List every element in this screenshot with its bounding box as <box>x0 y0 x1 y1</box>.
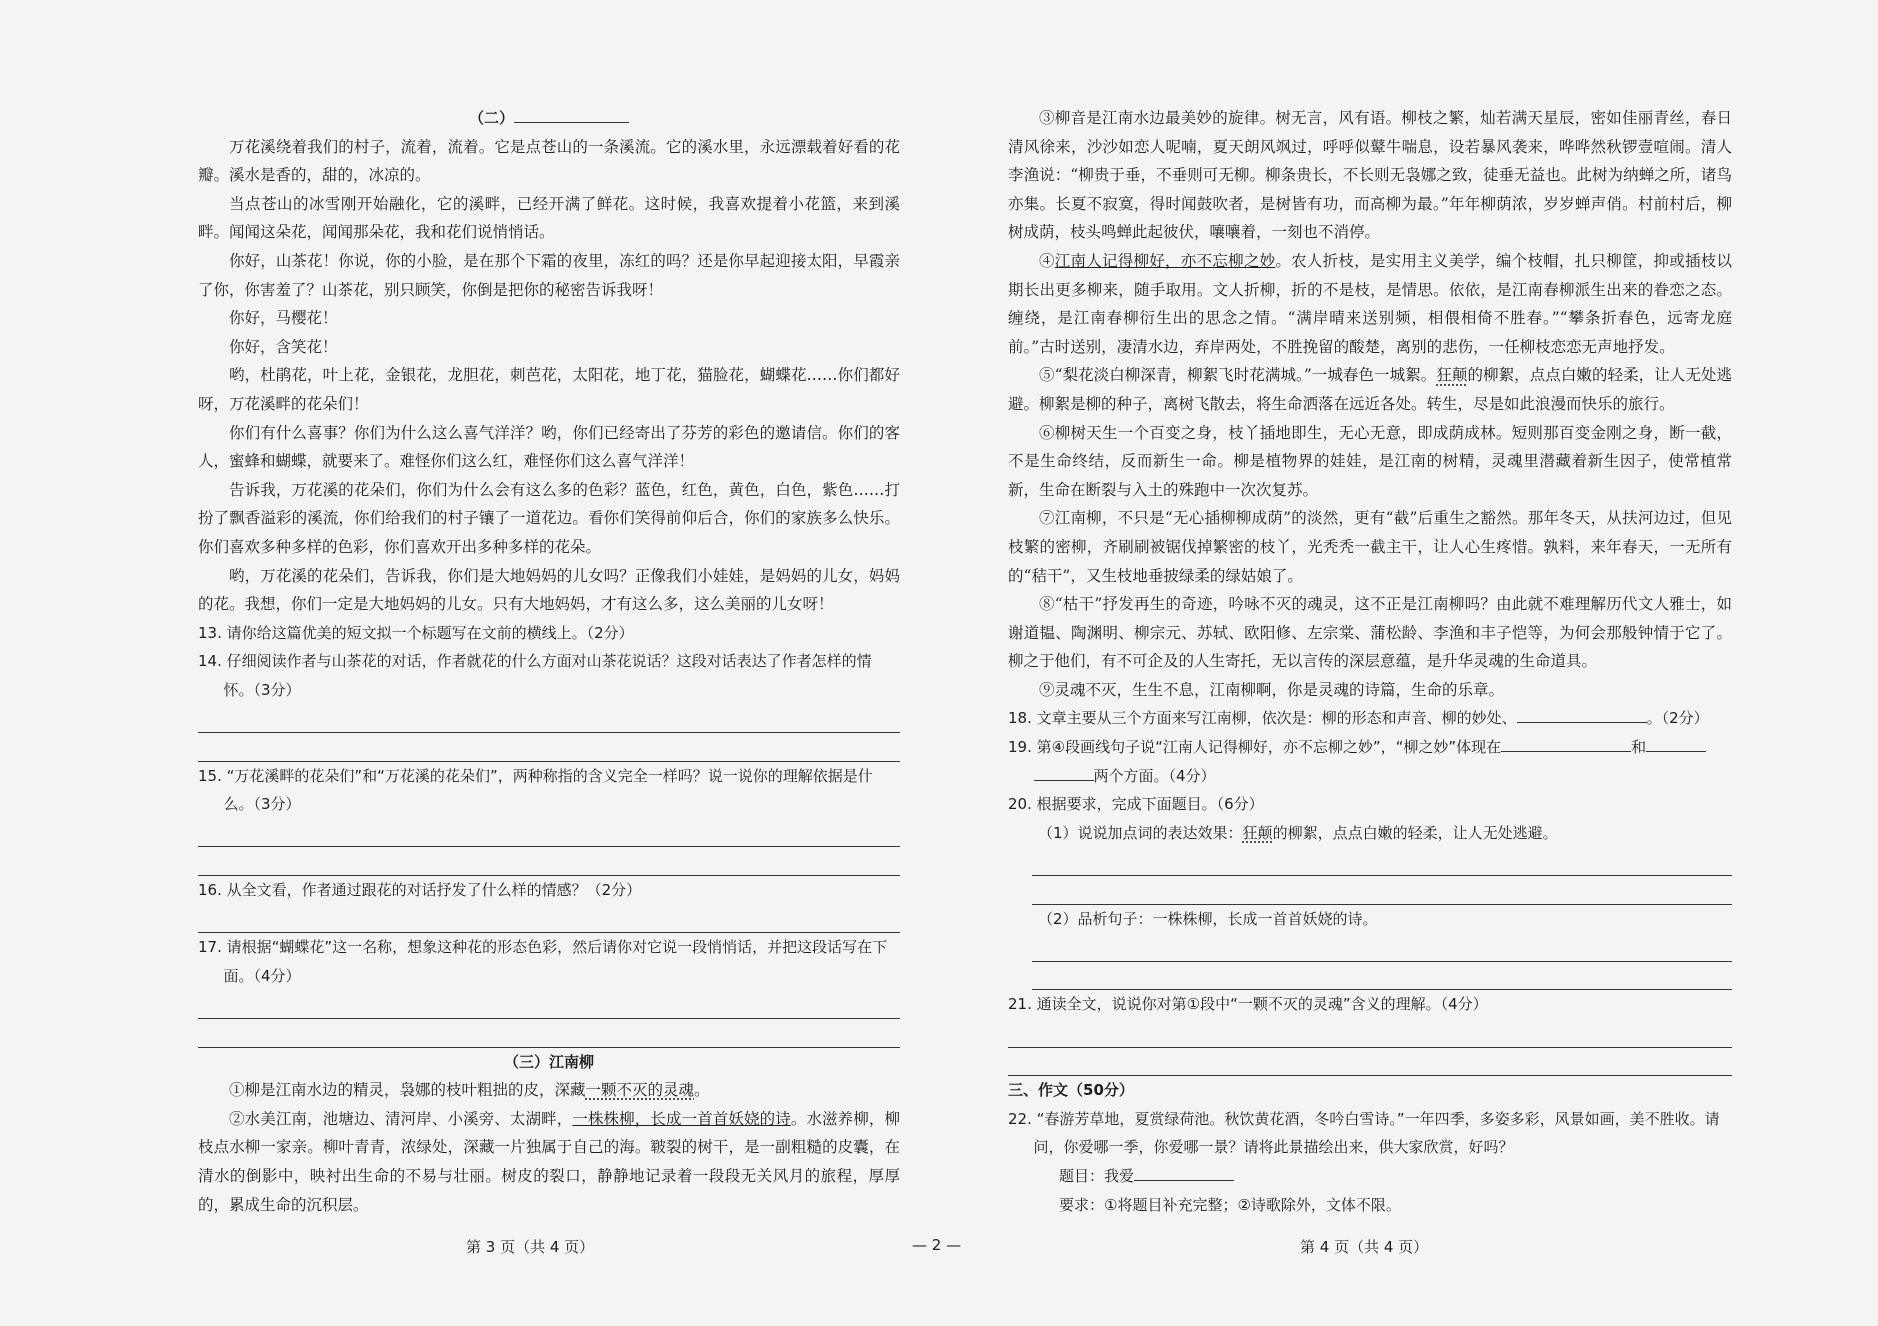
question-text: （1）说说加点词的表达效果： <box>1038 823 1243 842</box>
question-20-1 <box>1008 819 1732 848</box>
question-17: 17. 请根据“蝴蝶花”这一名称，想象这种花的形态色彩，然后请你对它说一段悄悄话，并把这段话写在下面。（4分） <box>198 938 888 985</box>
answer-line[interactable] <box>198 1019 900 1048</box>
left-page-number: 第 3 页（共 4 页） <box>466 1238 595 1256</box>
text-run: ①柳是江南水边的精灵，袅娜的枝叶粗拙的皮，深藏 <box>229 1081 586 1100</box>
passage-paragraph: ⑥柳树天生一个百变之身，枝丫插地即生，无心无意，即成荫成林。短则那百变金刚之身，断一截，不是生命终结，反而新生一命。柳是植物界的娃娃，是江南的树精，灵魂里潜藏着新生因子，使常植常新，生命在断裂与入土的殊跑中一次次复苏。 <box>1008 423 1732 499</box>
answer-line[interactable] <box>198 819 900 848</box>
passage-paragraph: 当点苍山的冰雪刚开始融化，它的溪畔，已经开满了鲜花。这时候，我喜欢提着小花篮，来到溪畔。闻闻这朵花，闻闻那朵花，我和花们说悄悄话。 <box>198 194 900 242</box>
dotted-word: 狂颠 <box>1242 823 1273 842</box>
question-16: 16. 从全文看，作者通过跟花的对话抒发了什么样的情感？（2分） <box>198 881 642 900</box>
passage-paragraph: 你好，山茶花！你说，你的小脸，是在那个下霜的夜里，冻红的吗？还是你早起迎接太阳，早霞亲了你，你害羞了？山茶花，别只顾笑，你倒是把你的秘密告诉我呀！ <box>198 251 900 299</box>
fill-blank[interactable] <box>1517 705 1647 723</box>
passage-paragraph: 哟，万花溪的花朵们，告诉我，你们是大地妈妈的儿女吗？正像我们小娃娃，是妈妈的儿女，妈妈的花。我想，你们一定是大地妈妈的儿女。只有大地妈妈，才有这么多，这么美丽的儿女呀！ <box>198 566 900 614</box>
text-run: 。水滋养柳，柳枝点水柳一家亲。柳叶青青，浓绿处，深藏一片独属于自己的海。皲裂的树干，是一副粗糙的皮囊，在清水的倒影中，映衬出生命的不易与壮丽。树皮的裂口，静静地记录着一段段无关风月的旅程，厚厚的，累成生命的沉积层。 <box>198 1109 900 1214</box>
answer-line[interactable] <box>198 733 900 762</box>
question-text: 18. 文章主要从三个方面来写江南柳，依次是：柳的形态和声音、柳的妙处、 <box>1008 709 1517 728</box>
text-run: ⑤“梨花淡白柳深青，柳絮飞时花满城。”一城春色一城絮。 <box>1039 366 1437 385</box>
section-2-title: （二） <box>468 109 514 127</box>
text-run: 。农人折枝，是实用主义美学，编个枝帽，扎只柳筐，抑或插枝以期长出更多柳来，随手取用。文人折柳，折的不是枝，是情思。依依，是江南春柳派生出来的眷恋之态。缠绕，是江南春柳衍生出的思念之情。“满岸晴来送别频，相偎相倚不胜春。”“攀条折春色，远寄龙庭前。”古时送别，凄清水边，弃岸两处，不胜挽留的酸楚，离别的悲伤，一任柳枝恋恋无声地抒发。 <box>1008 251 1732 356</box>
answer-line[interactable] <box>198 704 900 733</box>
answer-line[interactable] <box>1032 847 1732 876</box>
answer-line[interactable] <box>1008 1019 1732 1048</box>
passage-paragraph: 你们有什么喜事？你们为什么这么喜气洋洋？哟，你们已经寄出了芬芳的彩色的邀请信。你们的客人，蜜蜂和蝴蝶，就要来了。难怪你们这么红，难怪你们这么喜气洋洋！ <box>198 423 900 471</box>
fill-blank[interactable] <box>1034 763 1094 781</box>
essay-topic <box>1008 1162 1732 1191</box>
underlined-sentence: 一株株柳，长成一首首妖娆的诗 <box>572 1109 791 1128</box>
text-run: 。 <box>694 1081 710 1100</box>
passage-paragraph <box>1008 247 1732 361</box>
essay-section-title: 三、作文（50分） <box>1008 1081 1134 1100</box>
passage-paragraph: 告诉我，万花溪的花朵们，你们为什么会有这么多的色彩？蓝色，红色，黄色，白色，紫色……打扮了飘香溢彩的溪流，你们给我们的村子镶了一道花边。看你们笑得前仰后合，你们的家族多么快乐。你们喜欢多种多样的色彩，你们喜欢开出多种多样的花朵。 <box>198 480 900 556</box>
question-20: 20. 根据要求，完成下面题目。（6分） <box>1008 795 1264 814</box>
dotted-word: 狂颠 <box>1436 366 1468 385</box>
text-run: ②水美江南，池塘边、清河岸、小溪旁、太湖畔， <box>229 1109 573 1128</box>
answer-line[interactable] <box>1032 933 1732 962</box>
essay-requirement: 要求：①将题目补充完整；②诗歌除外，文体不限。 <box>1059 1195 1401 1214</box>
question-15: 15. “万花溪畔的花朵们”和“万花溪的花朵们”，两种称指的含义完全一样吗？说一说你的理解依据是什么。（3分） <box>198 766 873 814</box>
answer-line[interactable] <box>1032 962 1732 991</box>
text-run: 的柳絮，点点白嫩的轻柔，让人无处逃避。柳絮是柳的种子，离树飞散去，将生命洒落在远近各处。转生，尽是如此浪漫而快乐的旅行。 <box>1008 366 1732 413</box>
answer-line[interactable] <box>198 905 900 934</box>
question-text: 两个方面。（4分） <box>1093 766 1216 785</box>
passage-paragraph: 你好，马樱花！ <box>229 309 338 328</box>
passage-paragraph <box>1008 361 1732 418</box>
underlined-sentence: 江南人记得柳好，亦不忘柳之妙 <box>1054 251 1276 270</box>
right-page <box>1008 104 1732 1219</box>
question-20-2: （2）品析句子：一株株柳，长成一首首妖娆的诗。 <box>1038 909 1378 928</box>
topic-blank[interactable] <box>1134 1163 1234 1181</box>
topic-label: 题目：我爱 <box>1059 1166 1135 1185</box>
question-18 <box>1008 704 1732 733</box>
answer-line[interactable] <box>1008 1048 1732 1077</box>
passage-paragraph: 你好，含笑花！ <box>229 337 338 356</box>
passage-paragraph: ⑨灵魂不灭，生生不息，江南柳啊，你是灵魂的诗篇，生命的乐章。 <box>1039 680 1505 699</box>
answer-line[interactable] <box>198 847 900 876</box>
passage-paragraph: 哟，杜鹃花，叶上花，金银花，龙胆花，刺芭花，太阳花，地丁花，猫脸花，蝴蝶花……你们都好呀，万花溪畔的花朵们！ <box>198 366 900 413</box>
passage-paragraph: ⑦江南柳，不只是“无心插柳柳成荫”的淡然，更有“截”后重生之豁然。那年冬天，从扶河边过，但见枝繁的密柳，齐刷刷被锯伐掉繁密的枝丫，光秃秃一截主干，让人心生疼惜。孰料，来年春天，一无所有的“秸干”，又生枝地垂披绿柔的绿姑娘了。 <box>1008 509 1732 585</box>
passage-paragraph <box>198 1105 900 1219</box>
dotted-phrase: 一颗不灭的灵魂 <box>585 1081 695 1100</box>
passage-paragraph: ⑧“枯干”抒发再生的奇迹，吟咏不灭的魂灵，这不正是江南柳吗？由此就不难理解历代文人雅士，如谢道韫、陶渊明、柳宗元、苏轼、欧阳修、左宗棠、蒲松龄、李渔和丰子恺等，为何会那般钟情于它了。柳之于他们，有不可企及的人生寄托，无以言传的深层意蕴，是升华灵魂的生命道具。 <box>1008 595 1732 671</box>
left-page <box>198 104 900 1219</box>
section-2-heading <box>198 104 900 133</box>
question-text: 。（2分） <box>1646 709 1709 728</box>
question-19 <box>1008 733 1732 790</box>
answer-line[interactable] <box>1032 876 1732 905</box>
question-text: 的柳絮，点点白嫩的轻柔，让人无处逃避。 <box>1272 823 1558 842</box>
question-text: 和 <box>1631 738 1647 757</box>
passage-paragraph: 万花溪绕着我们的村子，流着，流着。它是点苍山的一条溪流。它的溪水里，永远漂载着好看的花瓣。溪水是香的，甜的，冰凉的。 <box>198 137 900 185</box>
sheet-number: — 2 — <box>912 1236 962 1254</box>
passage-paragraph: ③柳音是江南水边最美妙的旋律。树无言，风有语。柳枝之繁，灿若满天星辰，密如佳丽青丝，春日清风徐来，沙沙如恋人呢喃，夏天朗风飒过，呼呼似鼙牛喘息，设若暴风袭来，哗哗然秋锣壹喧闹。清人李渔说：“柳贵于垂，不垂则可无柳。柳条贵长，不长则无袅娜之致，徒垂无益也。此树为纳蝉之所，诸鸟亦集。长夏不寂寞，得时闻鼓吹者，是树皆有功，而高柳为最。”年年柳荫浓，岁岁蝉声俏。村前村后，柳树成荫，枝头鸣蝉此起彼伏，嚷嚷着，一刻也不消停。 <box>1008 109 1732 242</box>
question-22: 22. “春游芳草地，夏赏绿荷池。秋饮黄花酒，冬吟白雪诗。”一年四季，多姿多彩，风景如画，美不胜收。请问，你爱哪一季，你爱哪一景？请将此景描绘出来，供大家欣赏，好吗？ <box>1008 1109 1720 1157</box>
answer-line[interactable] <box>198 990 900 1019</box>
question-text: 19. 第④段画线句子说“江南人记得柳好，亦不忘柳之妙”，“柳之妙”体现在 <box>1008 738 1502 757</box>
fill-blank[interactable] <box>1501 734 1631 752</box>
section-3-title: （三）江南柳 <box>503 1052 594 1071</box>
text-run: ④ <box>1039 251 1055 270</box>
passage-paragraph <box>198 1076 900 1105</box>
right-page-number: 第 4 页（共 4 页） <box>1300 1238 1429 1256</box>
question-14: 14. 仔细阅读作者与山茶花的对话，作者就花的什么方面对山茶花说话？这段对话表达了作者怎样的情怀。（3分） <box>198 652 872 699</box>
title-blank[interactable] <box>514 105 629 123</box>
question-21: 21. 通读全文，说说你对第①段中“一颗不灭的灵魂”含义的理解。（4分） <box>1008 995 1488 1014</box>
fill-blank[interactable] <box>1646 734 1706 752</box>
question-13: 13. 请你给这篇优美的短文拟一个标题写在文前的横线上。（2分） <box>198 623 634 642</box>
